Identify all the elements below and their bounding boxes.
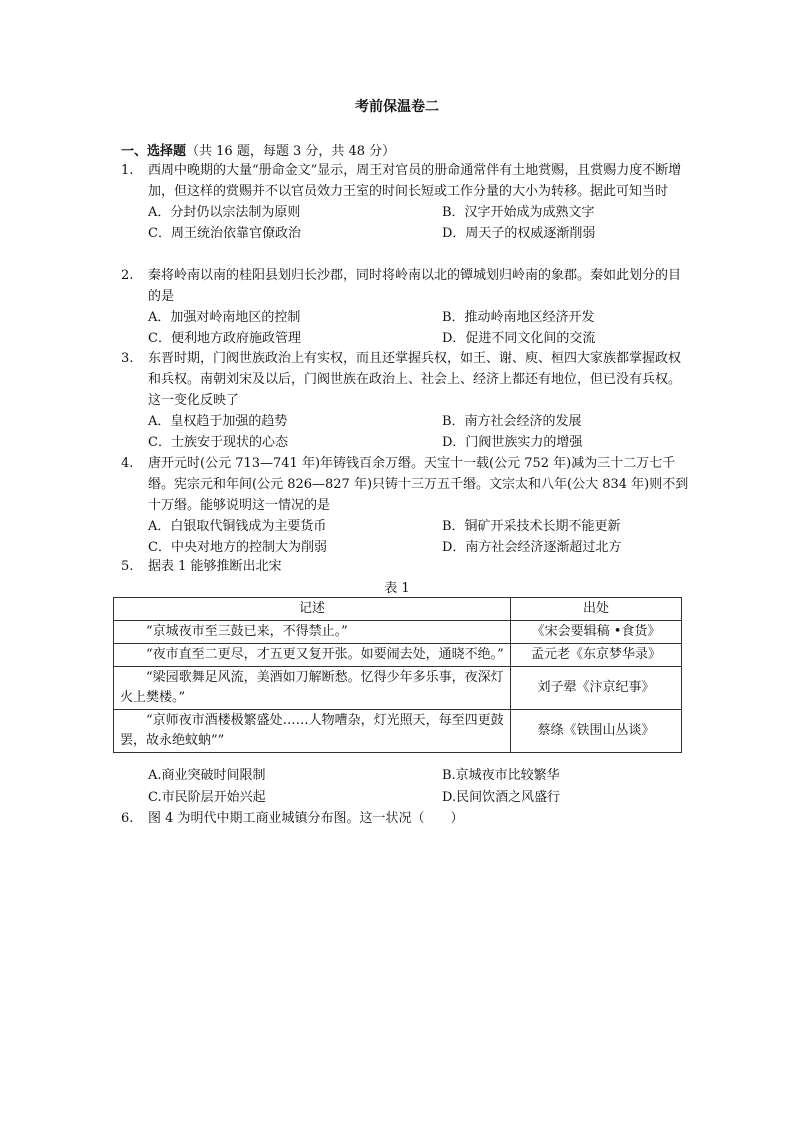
option-d: D．周天子的权威逐渐削弱 [442,226,596,241]
option-a: A.商业突破时间限制 [148,768,266,783]
options-row [148,223,691,244]
table-cell-record: “京城夜市至三鼓已来，不得禁止。” [114,621,511,644]
option-b: B．铜矿开采技术长期不能更新 [442,519,621,534]
table-cell-record: “夜市直至二更尽，才五更又复开张。如要闹去处，通晓不绝。” [114,644,511,667]
table-row [114,667,682,710]
table-header-row [114,598,682,621]
question-number: 2. [121,268,134,283]
question-stem: 东晋时期，门阀世族政治上有实权，而且还掌握兵权，如王、谢、庾、桓四大家族都掌握政权和兵权。南朝刘宋及以后，门阀世族在政治上、社会上、经济上都还有地位，但已没有兵权。这一变化反映了 [148,351,682,408]
option-b: B．汉字开始成为成熟文字 [442,205,595,220]
options-row [148,516,691,537]
table-cell-source: 刘子翚《汴京纪事》 [511,667,682,710]
question-4 [121,453,691,558]
question-2 [121,265,691,349]
option-b: B．南方社会经济的发展 [442,414,582,429]
page-title: 考前保温卷二 [355,99,439,115]
table-row [114,644,682,667]
option-b: B.京城夜市比较繁华 [442,768,560,783]
question-stem: 唐开元时(公元 713—741 年)年铸钱百余万缗。天宝十一载(公元 752 年)减为三十二万七千缗。宪宗元和年间(公元 826—827 年)只铸十三万五千缗。文宗太和八年(公大 834 年)则不到十万缗。能够说明这一情况的是 [148,456,689,513]
question-number: 4. [121,456,134,471]
table-row [114,621,682,644]
option-a: A．皇权趋于加强的趋势 [148,414,288,429]
options-row [148,307,691,328]
table-caption: 表 1 [384,581,410,596]
question-stem: 秦将岭南以南的桂阳县划归长沙郡，同时将岭南以北的镡城划归岭南的象郡。秦如此划分的目的是 [148,268,682,304]
option-c: C．中央对地方的控制大为削弱 [148,540,327,555]
table-header-source: 出处 [511,598,682,621]
option-c: C．周王统治依靠官僚政治 [148,226,301,241]
options-row [148,328,691,349]
option-c: C．士族安于现状的心态 [148,435,288,450]
options-row [148,432,691,453]
table-header-record: 记述 [114,598,511,621]
question-5 [121,556,691,577]
question-5-options [148,765,708,809]
option-d: D．门阀世族实力的增强 [442,435,583,450]
options-row [148,202,691,223]
table-cell-source: 孟元老《东京梦华录》 [511,644,682,667]
options-row [148,765,708,787]
option-a: A．白银取代铜钱成为主要货币 [148,519,327,534]
section-note: （共 16 题，每题 3 分，共 48 分） [186,144,396,159]
table-cell-source: 《宋会要辑稿 •食货》 [511,621,682,644]
table-cell-record: “梁园歌舞足风流，美酒如刀解断愁。忆得少年多乐事，夜深灯火上樊楼。” [114,667,511,710]
option-c: C.市民阶层开始兴起 [148,790,266,805]
records-table [113,597,682,753]
question-number: 3. [121,351,134,366]
option-d: D．促进不同文化间的交流 [442,331,596,346]
option-a: A．加强对岭南地区的控制 [148,310,301,325]
question-stem: 据表 1 能够推断出北宋 [148,559,282,574]
options-row [148,787,708,809]
question-6 [121,808,691,829]
section-heading [121,140,395,159]
question-number: 6. [121,811,134,826]
question-stem: 西周中晚期的大量“册命金文”显示，周王对官员的册命通常伴有土地赏赐，且赏赐力度不断增加，但这样的赏赐并不以官员效力王室的时间长短或工作分量的大小为转移。据此可知当时 [148,163,682,199]
question-number: 5. [121,559,134,574]
option-c: C．便利地方政府施政管理 [148,331,301,346]
table-cell-record: “京师夜市酒楼极繁盛处……人物嘈杂，灯光照天，每至四更鼓罢，故永绝蚊蚋”” [114,710,511,753]
table-row [114,710,682,753]
option-a: A．分封仍以宗法制为原则 [148,205,301,220]
section-label: 一、选择题 [121,144,187,159]
option-b: B．推动岭南地区经济开发 [442,310,595,325]
question-stem: 图 4 为明代中期工商业城镇分布图。这一状况（ ） [148,811,464,826]
question-1 [121,160,691,244]
question-3 [121,348,691,453]
question-number: 1. [121,163,134,178]
options-row [148,537,691,558]
table-cell-source: 蔡绦《铁围山丛谈》 [511,710,682,753]
options-row [148,411,691,432]
option-d: D．南方社会经济逐渐超过北方 [442,540,622,555]
option-d: D.民间饮酒之风盛行 [442,790,561,805]
